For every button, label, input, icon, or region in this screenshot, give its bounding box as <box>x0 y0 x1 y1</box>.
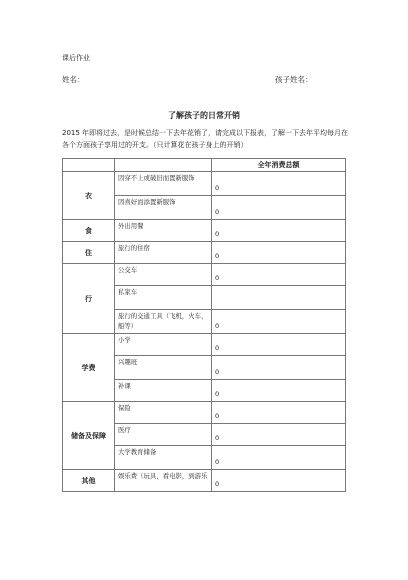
table-header-row <box>63 159 346 172</box>
header-total: 全年消费总额 <box>212 159 346 172</box>
item-total-value[interactable]: 0 <box>212 380 346 402</box>
item-total-value[interactable] <box>212 286 346 310</box>
header-empty-cell <box>63 159 115 172</box>
category-cell: 储备及保障 <box>63 402 115 470</box>
item-total-value[interactable]: 0 <box>212 172 346 196</box>
item-label: 旅行的住宿 <box>115 242 212 264</box>
item-total-value[interactable]: 0 <box>212 264 346 286</box>
table-row <box>63 172 346 196</box>
item-total-value[interactable]: 0 <box>212 334 346 356</box>
child-name-label: 孩子姓名： <box>275 75 313 84</box>
item-label: 兴趣班 <box>115 356 212 380</box>
item-total-value[interactable]: 0 <box>212 470 346 492</box>
item-label: 补课 <box>115 380 212 402</box>
table-row <box>63 402 346 424</box>
table-row <box>63 242 346 264</box>
item-label: 娱乐费（玩具，看电影，到游乐 <box>115 470 212 492</box>
category-cell: 食 <box>63 220 115 242</box>
item-total-value[interactable]: 0 <box>212 356 346 380</box>
item-label: 因穿不上或破旧而置新服饰 <box>115 172 212 196</box>
category-cell: 行 <box>63 264 115 334</box>
item-label: 因喜好而添置新服饰 <box>115 196 212 220</box>
item-total-value[interactable]: 0 <box>212 196 346 220</box>
item-total-value[interactable]: 0 <box>212 402 346 424</box>
item-label: 私家车 <box>115 286 212 310</box>
category-cell: 学费 <box>63 334 115 402</box>
item-label: 外出用餐 <box>115 220 212 242</box>
item-label: 保险 <box>115 402 212 424</box>
item-total-value[interactable]: 0 <box>212 446 346 470</box>
category-cell: 衣 <box>63 172 115 220</box>
item-label: 小学 <box>115 334 212 356</box>
category-cell: 其他 <box>63 470 115 492</box>
table-row <box>63 470 346 492</box>
item-label: 医疗 <box>115 424 212 446</box>
name-row <box>62 74 352 85</box>
page-title: 了解孩子的日常开销 <box>168 111 240 120</box>
item-label: 大学教育储备 <box>115 446 212 470</box>
item-label: 公交车 <box>115 264 212 286</box>
item-total-value[interactable]: 0 <box>212 220 346 242</box>
table-row <box>63 220 346 242</box>
header-tag: 课后作业 <box>62 54 90 62</box>
table-row <box>63 334 346 356</box>
table-row <box>63 264 346 286</box>
expense-table <box>62 158 346 492</box>
item-label: 旅行的交通工具（飞机，火车，船等） <box>115 310 212 334</box>
header-empty-cell <box>115 159 212 172</box>
item-total-value[interactable]: 0 <box>212 310 346 334</box>
item-total-value[interactable]: 0 <box>212 424 346 446</box>
name-label: 姓名： <box>62 75 85 84</box>
category-cell: 住 <box>63 242 115 264</box>
item-total-value[interactable]: 0 <box>212 242 346 264</box>
intro-text: 2015 年即将过去，是时候总结一下去年花销了，请完成以下报表，了解一下去年平均每月在各个方面孩子享用过的开支。（只计算花在孩子身上的开销） <box>62 129 349 149</box>
